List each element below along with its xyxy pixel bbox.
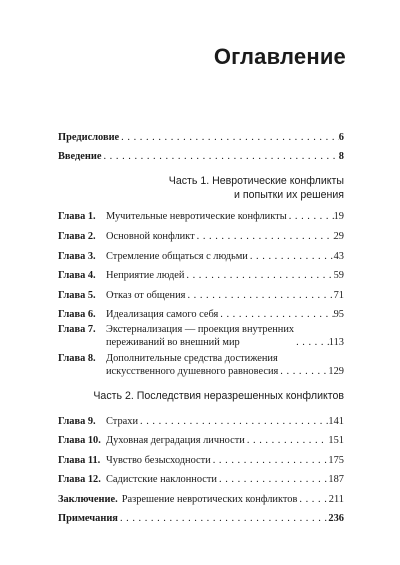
toc-page-number: 8 xyxy=(338,151,344,162)
dot-leader xyxy=(211,454,329,467)
toc-page-number: 29 xyxy=(333,231,344,242)
toc-page-number: 43 xyxy=(333,251,344,262)
toc-label: Предисловие xyxy=(58,132,120,143)
toc-entry-chapter-11[interactable] xyxy=(58,454,344,467)
dot-leader xyxy=(101,150,338,163)
part-1-heading xyxy=(58,175,344,202)
dot-leader xyxy=(218,308,333,321)
toc-entry-chapter-9[interactable] xyxy=(58,415,344,428)
toc-page-number: 95 xyxy=(333,309,344,320)
chapter-number: Глава 2. xyxy=(58,231,96,242)
toc-entry-chapter-6[interactable] xyxy=(58,308,344,321)
chapter-title-line: искусственного душевного равновесия xyxy=(106,366,279,377)
part-2-heading xyxy=(58,390,344,404)
toc-entry-chapter-10[interactable] xyxy=(58,434,344,447)
toc-entry-chapter-4[interactable] xyxy=(58,269,344,282)
toc-entry-chapter-2[interactable] xyxy=(58,230,344,243)
dot-leader xyxy=(278,365,328,378)
chapter-title: Неприятие людей xyxy=(106,270,185,281)
dot-leader xyxy=(185,289,333,302)
chapter-number: Глава 3. xyxy=(58,251,96,262)
toc-page-number: 113 xyxy=(328,337,344,348)
dot-leader xyxy=(297,493,328,506)
chapter-title-line: Дополнительные средства достижения xyxy=(106,353,278,364)
toc-label: Примечания xyxy=(58,513,118,524)
toc-entry-preface[interactable] xyxy=(58,131,344,144)
toc-entry-chapter-12[interactable] xyxy=(58,473,344,486)
toc-page-number: 129 xyxy=(328,366,344,377)
toc-page-number: 19 xyxy=(333,211,344,222)
chapter-title: Основной конфликт xyxy=(106,231,195,242)
dot-leader xyxy=(245,434,329,447)
toc-entry-conclusion[interactable] xyxy=(58,493,344,506)
toc-entry-notes[interactable] xyxy=(58,512,344,525)
chapter-number: Глава 10. xyxy=(58,435,101,446)
dot-leader xyxy=(184,269,333,282)
chapter-title-line: Экстернализация — проекция внутренних xyxy=(106,324,295,335)
chapter-title: Стремление общаться с людьми xyxy=(106,251,248,262)
dot-leader xyxy=(287,210,334,223)
dot-leader xyxy=(217,473,328,486)
chapter-title: Духовная деградация личности xyxy=(106,435,245,446)
toc-page-number: 236 xyxy=(328,513,344,524)
toc-label: Введение xyxy=(58,151,102,162)
chapter-number: Глава 12. xyxy=(58,474,101,485)
chapter-title: Садистские наклонности xyxy=(106,474,217,485)
toc-page-number: 59 xyxy=(333,270,344,281)
chapter-title-line: переживаний во внешний мир xyxy=(106,337,240,348)
toc-page-number: 71 xyxy=(333,290,344,301)
chapter-title: Страхи xyxy=(106,416,139,427)
chapter-title: Идеализация самого себя xyxy=(106,309,219,320)
chapter-number: Глава 1. xyxy=(58,211,96,222)
chapter-number: Глава 6. xyxy=(58,309,96,320)
dot-leader xyxy=(294,336,329,349)
part-heading-line: Часть 1. Невротические конфликты xyxy=(168,175,344,187)
part-heading-line: Часть 2. Последствия неразрешенных конфликтов xyxy=(93,390,344,402)
page-title: Оглавление xyxy=(213,44,346,69)
chapter-number: Глава 11. xyxy=(58,455,101,466)
toc-page-number: 151 xyxy=(328,435,344,446)
chapter-title: Мучительные невротические конфликты xyxy=(106,211,287,222)
toc-entry-chapter-8[interactable] xyxy=(58,352,344,378)
chapter-title: Разрешение невротических конфликтов xyxy=(121,494,298,505)
toc-page-number: 141 xyxy=(328,416,344,427)
dot-leader xyxy=(119,131,339,144)
chapter-title xyxy=(106,352,278,378)
chapter-title xyxy=(106,323,294,349)
toc-entry-introduction[interactable] xyxy=(58,150,344,163)
part-heading-line: и попытки их решения xyxy=(233,188,344,201)
chapter-number: Глава 5. xyxy=(58,290,96,301)
chapter-title: Отказ от общения xyxy=(106,290,186,301)
chapter-title: Чувство безысходности xyxy=(106,455,211,466)
chapter-number: Глава 8. xyxy=(58,353,96,364)
toc-entry-chapter-5[interactable] xyxy=(58,289,344,302)
chapter-number: Глава 7. xyxy=(58,324,96,335)
chapter-number: Глава 9. xyxy=(58,416,96,427)
dot-leader xyxy=(195,230,334,243)
dot-leader xyxy=(118,512,328,525)
toc-entry-chapter-3[interactable] xyxy=(58,250,344,263)
toc-label: Заключение. xyxy=(58,494,118,505)
toc-page-number: 6 xyxy=(338,132,344,143)
toc-page-number: 187 xyxy=(328,474,344,485)
dot-leader xyxy=(248,250,334,263)
toc-entry-chapter-1[interactable] xyxy=(58,210,344,223)
toc-page-number: 211 xyxy=(328,494,344,505)
toc-page-number: 175 xyxy=(328,455,344,466)
chapter-number: Глава 4. xyxy=(58,270,96,281)
toc-entry-chapter-7[interactable] xyxy=(58,323,344,349)
dot-leader xyxy=(138,415,328,428)
